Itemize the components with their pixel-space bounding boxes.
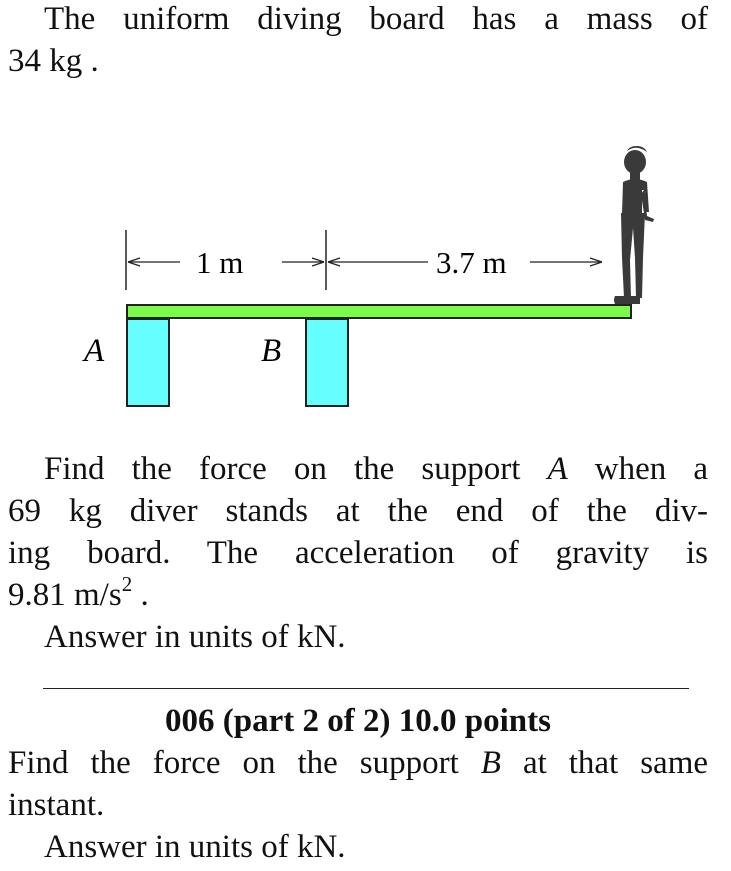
question-line-2: 69 kg diver stands at the end of the div-: [8, 493, 708, 529]
question-line-3: ing board. The acceleration of gravity is: [8, 535, 709, 571]
answer-units-2: Answer in units of kN.: [44, 829, 346, 865]
diving-board-diagram: [0, 140, 731, 420]
intro-line-1: The uniform diving board has a mass of: [44, 1, 708, 37]
question-line-4: 9.81 $m/s^2$ .: [8, 572, 149, 613]
dimension-label-3-7m: 3.7 m: [436, 245, 507, 280]
diver-silhouette: [614, 146, 654, 304]
part2-heading: 006 (part 2 of 2) 10.0 points: [165, 703, 551, 739]
part2-question-line-1: Find the force on the support B at that same: [8, 745, 709, 781]
label-b: B: [261, 333, 282, 369]
part2-question-line-2: instant.: [8, 787, 105, 823]
section-divider: [43, 688, 689, 689]
support-a: [127, 319, 169, 406]
support-b: [306, 319, 348, 406]
label-a: A: [84, 333, 105, 369]
answer-units-1: Answer in units of kN.: [44, 619, 346, 655]
intro-line-2: 34 kg .: [8, 43, 99, 79]
question-line-1: Find the force on the support A when a: [44, 451, 708, 487]
dimension-label-1m: 1 m: [196, 245, 244, 280]
diving-board: [127, 305, 631, 318]
